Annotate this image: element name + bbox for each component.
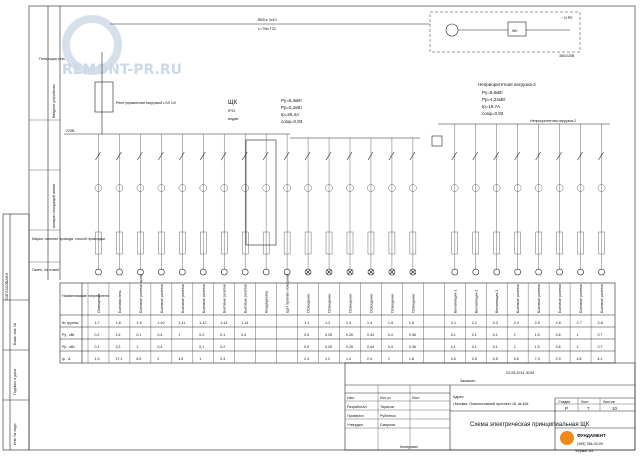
table-cell: 0,5 bbox=[304, 345, 310, 349]
row-label-3: Iр , А bbox=[62, 357, 71, 361]
consumer-name: Вентиляция-2 bbox=[474, 289, 479, 313]
table-cell: 0,1 bbox=[220, 333, 226, 337]
table-header: Наименование потребителя bbox=[62, 294, 109, 298]
table-cell: 2,4 bbox=[304, 357, 310, 361]
table-cell: 0,6 bbox=[555, 345, 561, 349]
table-cell: 0,1 bbox=[199, 345, 205, 349]
circuit-branch bbox=[179, 134, 186, 275]
circuit-branch bbox=[451, 124, 458, 275]
stamp-label-outgoing: Аппарат отходящей линии bbox=[52, 183, 56, 228]
company-name: ФУНДАМЕНТ bbox=[577, 433, 606, 438]
stamp-label-wire: Марка, сечение провода, способ прокладки bbox=[32, 237, 106, 241]
consumer-name: Бытовые розетки кухни bbox=[138, 274, 143, 313]
circuit-branch bbox=[158, 134, 165, 275]
table-cell: 0,1 bbox=[94, 345, 100, 349]
cable-spec-1: ВВГнг 3х10 bbox=[258, 18, 277, 22]
agreed-label: СОГЛАСОВАНО bbox=[5, 272, 9, 300]
table-cell: 1-10 bbox=[157, 321, 165, 325]
doc-code: 03-05-2014-ЭОМ bbox=[506, 371, 534, 375]
load-relay bbox=[95, 82, 113, 112]
consumer-name: Бытовые розетки bbox=[516, 284, 521, 313]
table-cell: 1 bbox=[576, 333, 579, 337]
table-cell: 0,1 bbox=[450, 345, 456, 349]
contactor-block bbox=[246, 140, 276, 245]
table-cell: 2,4 bbox=[220, 357, 226, 361]
company-logo-icon bbox=[560, 431, 574, 445]
watermark-text: REMONT-PR.RU bbox=[62, 62, 182, 78]
table-cell: 0,5 bbox=[304, 333, 310, 337]
table-cell: 1-2 bbox=[325, 321, 331, 325]
format-label: Формат А3 bbox=[575, 449, 594, 453]
consumer-name: Бытовые розетки bbox=[159, 284, 164, 313]
role-2: Утвердил bbox=[347, 423, 363, 427]
table-cell: 0,1 bbox=[492, 333, 498, 337]
table-cell: 1-13 bbox=[220, 321, 228, 325]
bus-label: Неприоритетная нагрузка-2 bbox=[530, 119, 577, 123]
margin-field-3: Инв. № подл. bbox=[13, 422, 17, 445]
circuit-branch bbox=[347, 138, 354, 275]
circuit-branch bbox=[137, 134, 144, 275]
consumer-name: Бытовые розетки bbox=[537, 284, 542, 313]
table-cell: 0,5 bbox=[492, 357, 498, 361]
stage-header-2: Листов bbox=[603, 400, 615, 404]
address-label: Адрес: bbox=[453, 395, 465, 399]
panel-ip: IP31 bbox=[228, 109, 236, 113]
table-cell: 1,5 bbox=[534, 345, 540, 349]
consumer-name: Освещение bbox=[327, 293, 332, 313]
table-cell: 1,5 bbox=[115, 333, 121, 337]
table-cell: 1 bbox=[178, 333, 181, 337]
consumer-name: Вентиляция-1 bbox=[453, 289, 458, 313]
table-cell: 2,4 bbox=[366, 357, 372, 361]
name-0: Тарасов bbox=[380, 405, 394, 409]
table-cell: 1-8 bbox=[115, 321, 121, 325]
table-cell: 0,1 bbox=[450, 333, 456, 337]
non-priority-title: Неприоритетная нагрузка-2 bbox=[478, 82, 536, 87]
table-cell: 0,1 bbox=[136, 333, 142, 337]
table-cell: 0,2 bbox=[94, 333, 100, 337]
consumer-name: Бытовые розетки bbox=[201, 284, 206, 313]
table-cell: 1,8 bbox=[408, 357, 414, 361]
meter-box bbox=[430, 12, 580, 52]
table-cell: 6,5 bbox=[136, 357, 142, 361]
table-cell: 0,36 bbox=[408, 345, 416, 349]
sheet-title: Схема электрическая принципиальная ЩК bbox=[470, 422, 590, 428]
table-cell: 2-5 bbox=[534, 321, 540, 325]
table-cell: 4,8 bbox=[576, 357, 582, 361]
table-cell: 0,7 bbox=[597, 333, 603, 337]
panel-name: ЩК bbox=[228, 100, 238, 106]
table-cell: 0,2 bbox=[220, 345, 226, 349]
table-cell: 0,5 bbox=[450, 357, 456, 361]
row-label-2: Рр , кВт bbox=[62, 345, 75, 349]
circuit-branch bbox=[200, 134, 207, 275]
circuit-branch bbox=[472, 124, 479, 275]
table-cell: 0,4 bbox=[241, 333, 247, 337]
consumer-name: Бытовые розетки bbox=[558, 284, 563, 313]
table-cell: 0,44 bbox=[366, 345, 374, 349]
consumer-name: Бытовые розетки bbox=[180, 284, 185, 313]
table-cell: 1,5 bbox=[534, 333, 540, 337]
bus-voltage: 220В bbox=[66, 129, 75, 133]
circuit-branch bbox=[577, 124, 584, 275]
table-cell: 1-12 bbox=[199, 321, 207, 325]
consumer-name: Бытовая печь bbox=[117, 290, 122, 313]
table-cell: 1,2 bbox=[325, 357, 331, 361]
circuit-branch bbox=[367, 138, 374, 275]
role-1: Проверил bbox=[347, 414, 364, 418]
copied-label: Копировал bbox=[400, 445, 419, 449]
stamp-label-input: Вводное устройство bbox=[52, 84, 56, 118]
col-header-0: Изм. bbox=[347, 396, 355, 400]
table-cell: 2-2 bbox=[471, 321, 477, 325]
table-cell: 1-9 bbox=[136, 321, 142, 325]
panel-param-3: cosφ=0,93 bbox=[281, 119, 303, 124]
col-header-2: Лист bbox=[412, 396, 420, 400]
circuit-branch bbox=[221, 134, 228, 275]
stage-header-0: Стадия bbox=[558, 400, 571, 404]
table-cell: 1 bbox=[136, 345, 139, 349]
table-cell: 0,1 bbox=[492, 345, 498, 349]
consumer-name: Бытовые розетки bbox=[222, 284, 227, 313]
panel-param-0: Ру=8,4кВт bbox=[281, 98, 303, 103]
table-cell: 0,25 bbox=[325, 333, 333, 337]
table-cell: 0,4 bbox=[387, 345, 393, 349]
np-param-1: Рр=4,24кВт bbox=[482, 97, 506, 102]
consumer-name: Освещение bbox=[369, 293, 374, 313]
table-cell: 0,2 bbox=[199, 333, 205, 337]
consumer-name: Кондиционер bbox=[264, 290, 269, 313]
circuit-branch bbox=[514, 124, 521, 275]
table-cell: 0,1 bbox=[471, 333, 477, 337]
table-cell: 1-7 bbox=[94, 321, 100, 325]
consumer-name: Щит противо пожарный bbox=[285, 273, 290, 313]
margin-field-1: Взам. инв. № bbox=[13, 322, 17, 345]
address: г.Москва, Ломоносовский проспект 18, кв.464 bbox=[453, 402, 529, 406]
row-label-1: Ру , кВт bbox=[62, 333, 75, 337]
panel-param-2: Iр=25,4А bbox=[281, 112, 300, 117]
table-cell: 0,5 bbox=[471, 357, 477, 361]
groups-table bbox=[60, 283, 615, 363]
consumer-name: Бытовые розетки bbox=[579, 284, 584, 313]
table-cell: 0,6 bbox=[555, 333, 561, 337]
table-cell: 1-11 bbox=[178, 321, 186, 325]
relay-label: Реле управления нагрузкой LSS 1/0 bbox=[116, 101, 176, 105]
col-header-1: Кол.уч bbox=[380, 396, 391, 400]
np-param-2: Iр=19,7А bbox=[482, 104, 501, 109]
fuse-symbol bbox=[446, 24, 458, 36]
meter-top-label: ~ N PE bbox=[561, 16, 573, 20]
circuit-branch bbox=[409, 138, 416, 275]
circuit-branch bbox=[284, 134, 291, 275]
table-cell: 2-4 bbox=[513, 321, 519, 325]
table-cell: 0,44 bbox=[366, 333, 374, 337]
table-cell: 1-3 bbox=[346, 321, 352, 325]
table-cell: 2-1 bbox=[450, 321, 457, 325]
circuit-branch bbox=[535, 124, 542, 275]
consumer-name: Бытовые розетки bbox=[600, 284, 605, 313]
circuit-branch bbox=[326, 138, 333, 275]
table-cell: 0,1 bbox=[471, 345, 477, 349]
table-cell: 1-4 bbox=[366, 321, 373, 325]
table-cell: 0,26 bbox=[346, 345, 353, 349]
table-cell: 2-8 bbox=[597, 321, 603, 325]
table-cell: 2-6 bbox=[555, 321, 561, 325]
consumer-name: Вентиляция-3 bbox=[495, 289, 500, 313]
table-cell: 4,5 bbox=[178, 357, 184, 361]
stage-header-1: Лист bbox=[581, 400, 589, 404]
table-cell: 1-14 bbox=[241, 321, 249, 325]
np-param-3: cosφ=0,93 bbox=[482, 111, 504, 116]
stamp-label-supply: Питающая сеть bbox=[39, 57, 65, 61]
circuit-branch bbox=[116, 134, 123, 275]
consumer-name: Освещение bbox=[96, 293, 101, 313]
name-2: Смирнов bbox=[380, 423, 395, 427]
np-param-0: Ру=8,6кВт bbox=[482, 90, 504, 95]
circuit-branches bbox=[95, 124, 605, 275]
name-1: Рубленко bbox=[380, 414, 396, 418]
table-cell: 1,3 bbox=[94, 357, 100, 361]
table-cell: 1 bbox=[199, 357, 202, 361]
table-cell: 9,8 bbox=[513, 357, 519, 361]
table-cells bbox=[88, 274, 604, 363]
circuit-branch bbox=[263, 134, 270, 275]
role-0: Разработал bbox=[347, 405, 367, 409]
meter-label: Wh bbox=[512, 29, 518, 33]
consumer-name: Освещение bbox=[348, 293, 353, 313]
company-phone: (495) 788-09-09 bbox=[577, 442, 603, 446]
stamp-label-plan: Оконч. на плане bbox=[32, 268, 60, 272]
table-cell: 0,25 bbox=[325, 345, 333, 349]
table-cell: 0,4 bbox=[387, 333, 393, 337]
circuit-branch bbox=[305, 138, 312, 275]
table-cell: 0,4 bbox=[157, 345, 163, 349]
circuit-branch bbox=[95, 134, 102, 275]
table-cell: 0,4 bbox=[157, 333, 163, 337]
consumer-name: Освещение bbox=[390, 293, 395, 313]
consumer-name: Бытовые розетки bbox=[243, 284, 248, 313]
table-cell: 1 bbox=[576, 345, 579, 349]
table-cell: 3,3 bbox=[115, 345, 121, 349]
circuit-branch bbox=[388, 138, 395, 275]
consumer-name: Освещение bbox=[411, 293, 416, 313]
table-cell: 2 bbox=[513, 333, 516, 337]
table-cell: 2 bbox=[157, 357, 160, 361]
margin-field-2: Подпись и дата bbox=[13, 369, 17, 395]
table-cell: 2-3 bbox=[492, 321, 498, 325]
circuit-branch bbox=[242, 134, 249, 275]
table-cell: 17,1 bbox=[115, 357, 123, 361]
customer-label: Заказчик: bbox=[460, 379, 476, 383]
table-cell: 1-5 bbox=[387, 321, 394, 325]
stage-value-0: Р bbox=[565, 406, 569, 411]
table-cell: 7,3 bbox=[534, 357, 540, 361]
table-cell: 1-1 bbox=[304, 321, 310, 325]
table-cell: 2,9 bbox=[555, 357, 561, 361]
cable-spec-2: L=70м Т32 bbox=[258, 27, 276, 31]
circuit-branch bbox=[493, 124, 500, 275]
circuit-branch bbox=[556, 124, 563, 275]
watermark bbox=[62, 19, 182, 78]
meter-voltage: 380/220В bbox=[559, 54, 575, 58]
circuit-branch bbox=[598, 124, 605, 275]
table-cell: 0,36 bbox=[408, 333, 416, 337]
table-cell: 0,7 bbox=[597, 345, 603, 349]
row-label-0: № группы bbox=[62, 321, 79, 325]
table-cell: 0,26 bbox=[346, 333, 353, 337]
panel-param-1: Рр=5,2кВт bbox=[281, 105, 303, 110]
table-cell: 1-6 bbox=[408, 321, 415, 325]
table-cell: 2 bbox=[387, 357, 390, 361]
panel-type: индив. bbox=[228, 117, 240, 121]
stage-value-2: 10 bbox=[612, 406, 618, 411]
table-cell: 4,1 bbox=[597, 357, 603, 361]
table-cell: 1,4 bbox=[346, 357, 351, 361]
consumer-name: Освещение bbox=[306, 293, 311, 313]
stage-value-1: 7 bbox=[587, 406, 590, 411]
table-cell: 2-7 bbox=[576, 321, 582, 325]
table-cell: 2 bbox=[513, 345, 516, 349]
